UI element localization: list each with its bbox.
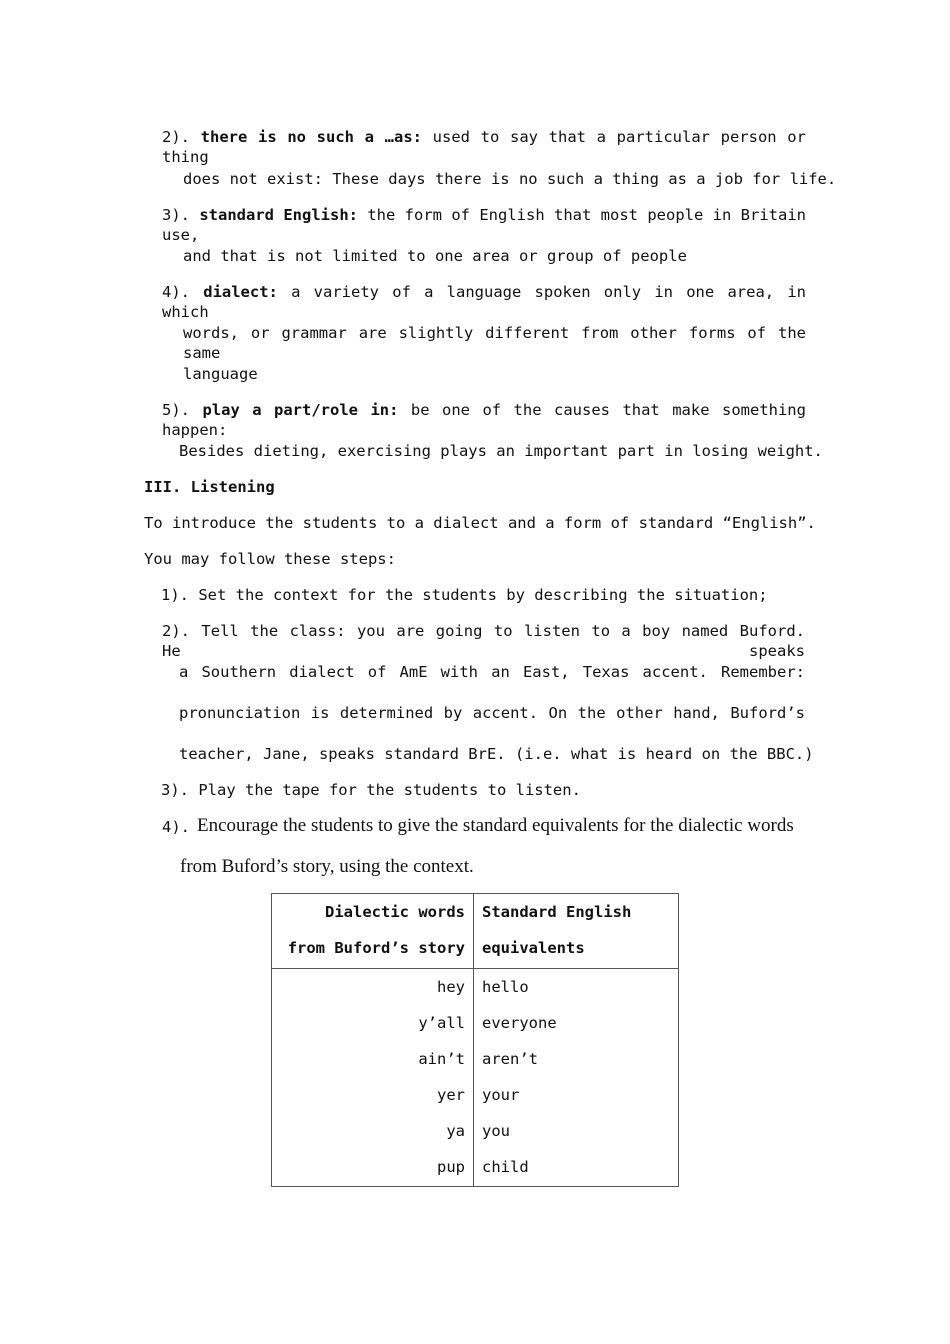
step-3: 3). Play the tape for the students to listen. — [161, 781, 581, 799]
vocab-term: play a part/role in: — [202, 401, 399, 419]
table-cell: aren’t — [482, 1050, 538, 1068]
step-4-number: 4). — [162, 818, 190, 836]
step-2-line1: 2). Tell the class: you are going to listen to a boy named Buford. He speaks — [162, 622, 805, 660]
table-cell: child — [482, 1158, 529, 1176]
table-header-row — [272, 894, 679, 969]
table-cell: hello — [482, 978, 529, 996]
vocab-item-3-line1 — [162, 205, 806, 245]
section-follow: You may follow these steps: — [144, 550, 396, 568]
standard-equivalents-column — [474, 969, 679, 1187]
step-4-line1: Encourage the students to give the standard equivalents for the dialectic words — [197, 815, 794, 836]
header-standard-english — [474, 894, 679, 969]
vocab-number: 4). — [162, 283, 190, 301]
table-cell: yer — [437, 1086, 465, 1104]
vocab-item-5-line1 — [162, 400, 806, 440]
table-body-row — [272, 969, 679, 1187]
vocab-definition: a variety of a language spoken only in one area, in which — [162, 283, 806, 321]
step-2-line4: teacher, Jane, speaks standard BrE. (i.e. what is heard on the BBC.) — [179, 745, 814, 763]
header-right-line1: Standard English — [482, 903, 632, 921]
vocab-number: 2). — [162, 128, 190, 146]
table-cell: your — [482, 1086, 520, 1104]
vocab-term: dialect: — [203, 283, 278, 301]
vocab-item-5-line2: Besides dieting, exercising plays an important part in losing weight. — [179, 442, 823, 460]
vocab-item-2-line1 — [162, 127, 806, 167]
vocab-definition: used to say that a particular person or thing — [162, 128, 806, 166]
table-cell: hey — [437, 978, 465, 996]
table-cell: ya — [446, 1122, 465, 1140]
table-cell: you — [482, 1122, 510, 1140]
vocab-item-4-line3: language — [183, 365, 258, 383]
step-1: 1). Set the context for the students by describing the situation; — [161, 586, 768, 604]
section-heading: III. Listening — [144, 478, 275, 496]
vocab-item-2-line2: does not exist: These days there is no such a thing as a job for life. — [183, 170, 837, 188]
vocab-term: standard English: — [199, 206, 358, 224]
header-left-line1: Dialectic words — [325, 903, 465, 921]
vocab-definition: be one of the causes that make something happen: — [162, 401, 806, 439]
vocab-item-4-line1 — [162, 282, 806, 322]
header-dialectic-words — [272, 894, 474, 969]
step-4-line2: from Buford’s story, using the context. — [180, 856, 474, 877]
vocab-number: 5). — [162, 401, 190, 419]
table-cell: pup — [437, 1158, 465, 1176]
vocab-number: 3). — [162, 206, 190, 224]
header-right-line2: equivalents — [482, 939, 585, 957]
section-intro: To introduce the students to a dialect and a form of standard “English”. — [144, 514, 816, 532]
table-cell: y’all — [418, 1014, 465, 1032]
vocab-definition: the form of English that most people in Britain use, — [162, 206, 806, 244]
dialect-words-column — [272, 969, 474, 1187]
table-cell: everyone — [482, 1014, 557, 1032]
header-left-line2: from Buford’s story — [287, 939, 465, 957]
vocab-item-4-line2: words, or grammar are slightly different from other forms of the same — [183, 324, 806, 362]
dialect-table — [271, 893, 679, 1187]
table-cell: ain’t — [418, 1050, 465, 1068]
step-2-line2: a Southern dialect of AmE with an East, Texas accent. Remember: — [179, 663, 805, 681]
vocab-item-3-line2: and that is not limited to one area or group of people — [183, 247, 687, 265]
vocab-term: there is no such a …as: — [200, 128, 422, 146]
step-2-line3: pronunciation is determined by accent. On the other hand, Buford’s — [179, 704, 805, 722]
